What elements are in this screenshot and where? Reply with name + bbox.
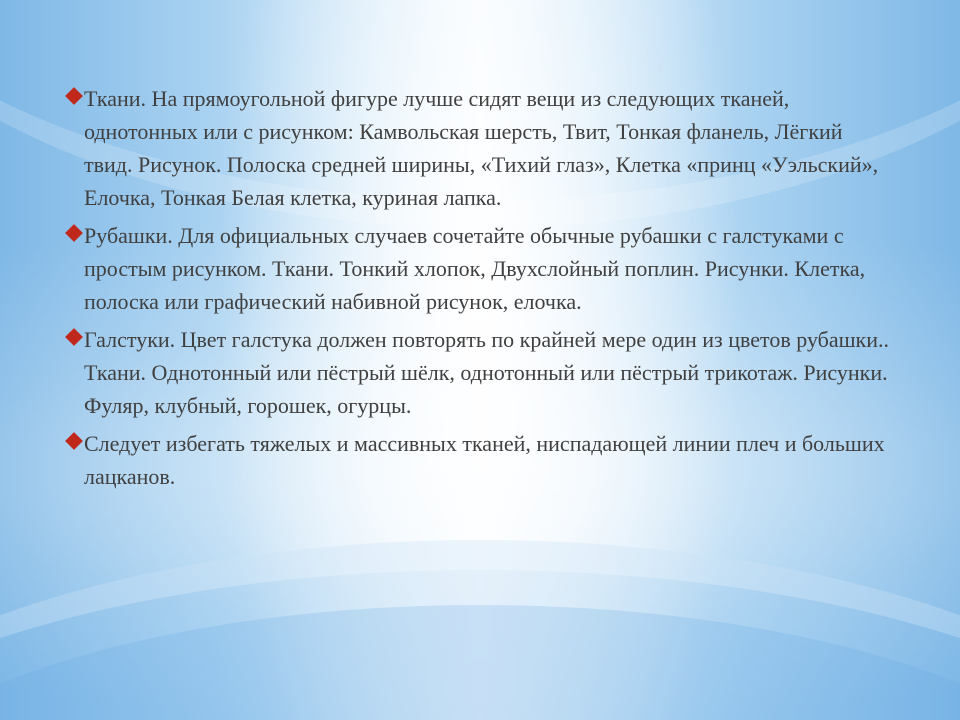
bullet-text: Следует избегать тяжелых и массивных тканей, ниспадающей линии плеч и больших лацканов. [84,431,885,489]
bullet-item-fabrics [64,82,894,214]
bullet-text: Ткани. На прямоугольной фигуре лучше сидят вещи из следующих тканей, однотонных или с рисунком: Камвольская шерсть, Твит, Тонкая фланель, Лёгкий твид. Рисунок. Полоска средней ширины, «Тихий глаз», Клетка «принц «Уэльский», Елочка, Тонкая Белая клетка, куриная лапка. [84,86,879,210]
bullet-item-shirts [64,219,894,318]
bullet-item-ties [64,323,894,422]
background-arc-bottom [0,540,960,720]
bullet-item-avoid [64,427,894,493]
slide-content [64,82,894,498]
diamond-bullet-icon [65,432,83,450]
bullet-text: Рубашки. Для официальных случаев сочетайте обычные рубашки с галстуками с простым рисунком. Ткани. Тонкий хлопок, Двухслойный поплин. Рисунки. Клетка, полоска или графический набивной рисунок, елочка. [84,223,866,314]
background-arc-bottom-inner [0,605,960,720]
diamond-bullet-icon [65,328,83,346]
diamond-bullet-icon [65,224,83,242]
bullet-text: Галстуки. Цвет галстука должен повторять по крайней мере один из цветов рубашки.. Ткани. Однотонный или пёстрый шёлк, однотонный или пёстрый трикотаж. Рисунки. Фуляр, клубный, горошек, огурцы. [84,327,890,418]
diamond-bullet-icon [65,87,83,105]
